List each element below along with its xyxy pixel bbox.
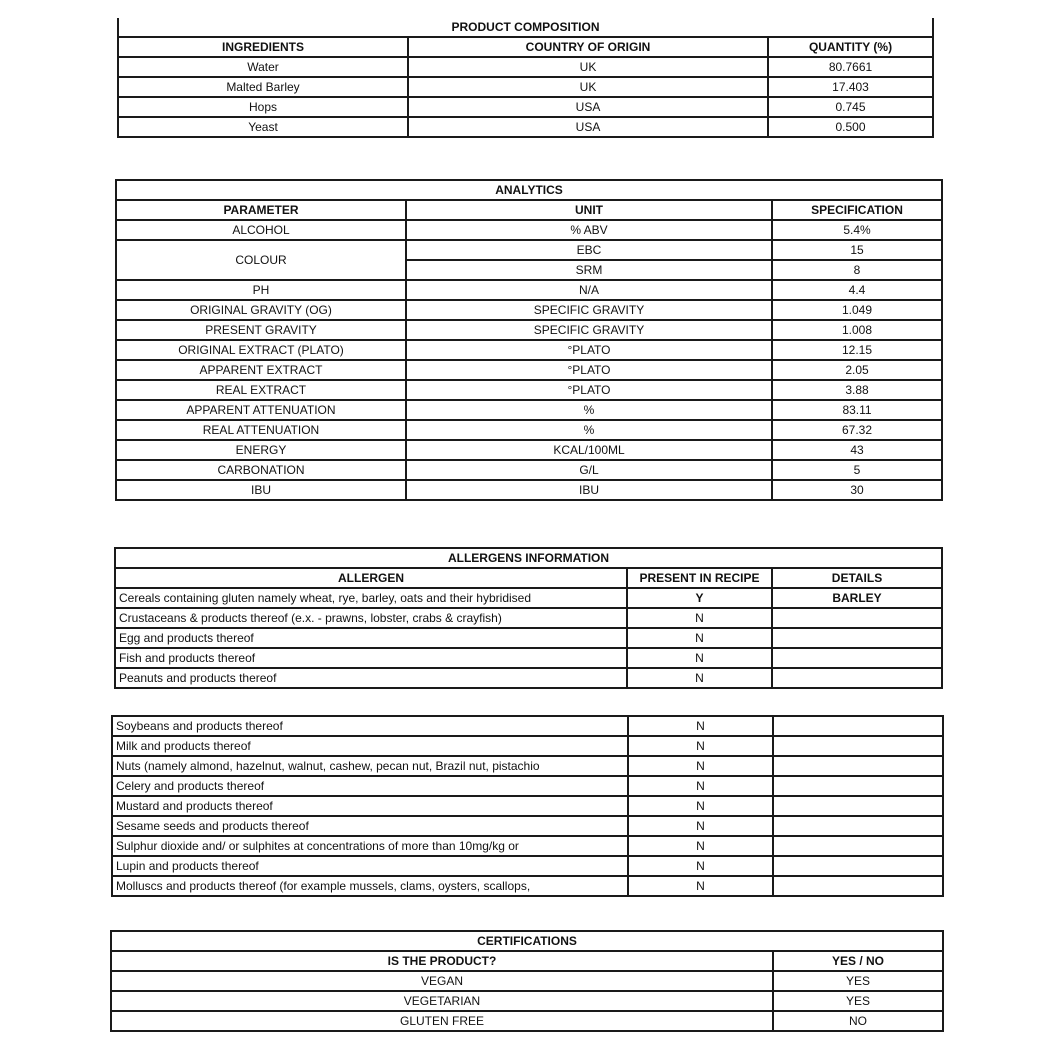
table-row [115,648,942,668]
allergen-present: N [628,716,773,736]
allergen-details [773,736,943,756]
allergen-details [773,776,943,796]
allergen-name: Lupin and products thereof [112,856,628,876]
allergen-present: Y [627,588,772,608]
parameter-spec: 83.11 [772,400,942,420]
composition-header-country: COUNTRY OF ORIGIN [408,37,768,57]
ingredient-origin: UK [408,77,768,97]
certification-name: VEGETARIAN [111,991,773,1011]
analytics-title: ANALYTICS [116,180,942,200]
table-row [112,876,943,896]
ingredient-name: Hops [118,97,408,117]
parameter-unit: IBU [406,480,772,500]
parameter-name: ORIGINAL EXTRACT (PLATO) [116,340,406,360]
ingredient-name: Malted Barley [118,77,408,97]
parameter-name: COLOUR [116,240,406,280]
allergen-details [772,608,942,628]
allergens-header-row [115,568,942,588]
allergen-present: N [628,736,773,756]
allergen-details [773,816,943,836]
allergen-details [773,796,943,816]
composition-header-quantity: QUANTITY (%) [768,37,933,57]
parameter-spec: 1.049 [772,300,942,320]
allergen-name: Fish and products thereof [115,648,627,668]
parameter-unit: SPECIFIC GRAVITY [406,300,772,320]
allergens-header-details: DETAILS [772,568,942,588]
certifications-header-row [111,951,943,971]
parameter-name: PH [116,280,406,300]
product-composition-table [117,18,934,138]
analytics-header-parameter: PARAMETER [116,200,406,220]
table-row [116,400,942,420]
table-row [116,460,942,480]
certification-name: GLUTEN FREE [111,1011,773,1031]
allergen-details [773,756,943,776]
certifications-header-answer: YES / NO [773,951,943,971]
parameter-unit: °PLATO [406,360,772,380]
parameter-unit: % [406,420,772,440]
analytics-header-unit: UNIT [406,200,772,220]
allergen-present: N [628,856,773,876]
table-row [116,300,942,320]
parameter-unit: G/L [406,460,772,480]
table-row [115,628,942,648]
allergen-details [773,856,943,876]
allergen-name: Molluscs and products thereof (for example mussels, clams, oysters, scallops, [112,876,628,896]
parameter-name: PRESENT GRAVITY [116,320,406,340]
parameter-name: APPARENT EXTRACT [116,360,406,380]
ingredient-quantity: 80.7661 [768,57,933,77]
parameter-spec: 4.4 [772,280,942,300]
allergen-present: N [628,876,773,896]
allergens-table [114,547,943,689]
ingredient-quantity: 0.745 [768,97,933,117]
parameter-spec: 5.4% [772,220,942,240]
allergen-name: Soybeans and products thereof [112,716,628,736]
allergen-name: Milk and products thereof [112,736,628,756]
table-row [116,380,942,400]
allergen-name: Nuts (namely almond, hazelnut, walnut, cashew, pecan nut, Brazil nut, pistachio [112,756,628,776]
certifications-header-question: IS THE PRODUCT? [111,951,773,971]
table-row [112,716,943,736]
table-row [116,360,942,380]
parameter-name: ALCOHOL [116,220,406,240]
table-row [112,756,943,776]
allergen-present: N [628,796,773,816]
table-row [112,816,943,836]
table-row [115,588,942,608]
allergens-table-continued [111,715,944,897]
parameter-name: REAL ATTENUATION [116,420,406,440]
parameter-unit: N/A [406,280,772,300]
allergen-present: N [627,668,772,688]
allergen-name: Crustaceans & products thereof (e.x. - prawns, lobster, crabs & crayfish) [115,608,627,628]
parameter-unit: °PLATO [406,340,772,360]
table-row [115,668,942,688]
allergen-details [772,648,942,668]
allergen-details [773,716,943,736]
allergen-name: Egg and products thereof [115,628,627,648]
allergen-present: N [627,608,772,628]
allergen-details [772,628,942,648]
table-row [118,117,933,137]
allergen-details [773,876,943,896]
parameter-spec: 67.32 [772,420,942,440]
parameter-spec: 43 [772,440,942,460]
allergen-present: N [628,756,773,776]
allergen-name: Sesame seeds and products thereof [112,816,628,836]
allergen-present: N [627,648,772,668]
parameter-name: CARBONATION [116,460,406,480]
certification-value: YES [773,971,943,991]
parameter-spec: 1.008 [772,320,942,340]
allergen-name: Celery and products thereof [112,776,628,796]
parameter-spec: 30 [772,480,942,500]
table-row [112,736,943,756]
parameter-name: APPARENT ATTENUATION [116,400,406,420]
parameter-unit: KCAL/100ML [406,440,772,460]
certifications-table [110,930,944,1032]
parameter-spec: 3.88 [772,380,942,400]
allergen-present: N [628,816,773,836]
table-row [111,991,943,1011]
table-row [111,1011,943,1031]
allergen-name: Cereals containing gluten namely wheat, rye, barley, oats and their hybridised [115,588,627,608]
allergens-title: ALLERGENS INFORMATION [115,548,942,568]
parameter-unit: SPECIFIC GRAVITY [406,320,772,340]
table-row [118,77,933,97]
table-row [118,57,933,77]
composition-header-ingredients: INGREDIENTS [118,37,408,57]
parameter-name: ORIGINAL GRAVITY (OG) [116,300,406,320]
parameter-spec: 15 [772,240,942,260]
ingredient-quantity: 17.403 [768,77,933,97]
table-row [116,440,942,460]
table-row [112,796,943,816]
allergens-header-present: PRESENT IN RECIPE [627,568,772,588]
ingredient-quantity: 0.500 [768,117,933,137]
parameter-unit: °PLATO [406,380,772,400]
analytics-header-specification: SPECIFICATION [772,200,942,220]
allergen-present: N [628,836,773,856]
table-row [112,856,943,876]
composition-header-row [118,37,933,57]
allergen-details [773,836,943,856]
allergen-name: Sulphur dioxide and/ or sulphites at concentrations of more than 10mg/kg or [112,836,628,856]
allergen-present: N [627,628,772,648]
table-row [116,480,942,500]
table-row [118,97,933,117]
allergen-details: BARLEY [772,588,942,608]
parameter-spec: 12.15 [772,340,942,360]
table-row [116,240,942,260]
certification-value: NO [773,1011,943,1031]
composition-title: PRODUCT COMPOSITION [118,18,933,37]
parameter-spec: 2.05 [772,360,942,380]
certifications-title: CERTIFICATIONS [111,931,943,951]
table-row [115,608,942,628]
analytics-header-row [116,200,942,220]
parameter-name: IBU [116,480,406,500]
table-row [116,340,942,360]
table-row [112,836,943,856]
parameter-name: REAL EXTRACT [116,380,406,400]
table-row [116,320,942,340]
parameter-spec: 5 [772,460,942,480]
ingredient-name: Yeast [118,117,408,137]
allergens-header-allergen: ALLERGEN [115,568,627,588]
allergen-details [772,668,942,688]
ingredient-origin: UK [408,57,768,77]
table-row [116,280,942,300]
table-row [116,220,942,240]
parameter-unit: EBC [406,240,772,260]
certification-value: YES [773,991,943,1011]
allergen-present: N [628,776,773,796]
certification-name: VEGAN [111,971,773,991]
table-row [116,420,942,440]
table-row [111,971,943,991]
ingredient-origin: USA [408,97,768,117]
allergen-name: Mustard and products thereof [112,796,628,816]
parameter-unit: % [406,400,772,420]
allergen-name: Peanuts and products thereof [115,668,627,688]
ingredient-name: Water [118,57,408,77]
parameter-spec: 8 [772,260,942,280]
table-row [112,776,943,796]
ingredient-origin: USA [408,117,768,137]
parameter-unit: % ABV [406,220,772,240]
analytics-table [115,179,943,501]
parameter-name: ENERGY [116,440,406,460]
parameter-unit: SRM [406,260,772,280]
